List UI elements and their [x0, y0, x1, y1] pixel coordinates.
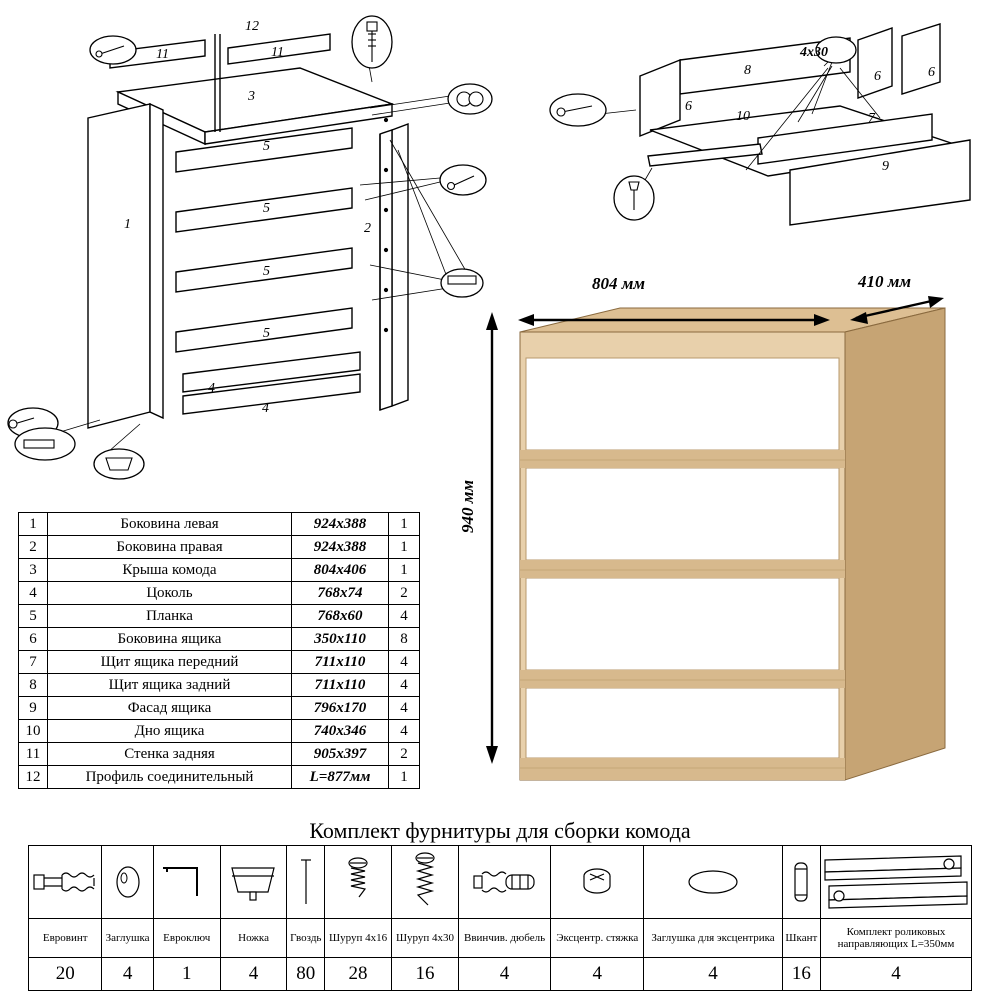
part-dim-cell: 711x110: [292, 674, 389, 697]
svg-text:2: 2: [364, 221, 371, 236]
part-name-cell: Боковина ящика: [48, 628, 292, 651]
screw-4x16-icon: [325, 846, 392, 919]
part-num-cell: 12: [19, 766, 48, 789]
screw-in-dowel-icon: [458, 846, 550, 919]
table-row: [19, 513, 420, 536]
hardware-count: 4: [458, 958, 550, 991]
svg-text:11: 11: [271, 45, 284, 60]
svg-text:4: 4: [208, 381, 215, 396]
hardware-table: [28, 845, 972, 991]
hardware-count: 4: [220, 958, 287, 991]
hardware-count: 28: [325, 958, 392, 991]
svg-text:4x30: 4x30: [800, 45, 828, 60]
hardware-count: 16: [392, 958, 459, 991]
part-dim-cell: 905x397: [292, 743, 389, 766]
svg-text:1: 1: [124, 217, 131, 232]
svg-text:5: 5: [263, 139, 270, 154]
hardware-label: Шуруп 4х16: [325, 919, 392, 958]
hardware-count: 20: [29, 958, 102, 991]
hardware-label: Комплект роликовых направляющих L=350мм: [821, 919, 972, 958]
part-dim-cell: 924x388: [292, 513, 389, 536]
svg-text:6: 6: [928, 65, 935, 80]
svg-text:12: 12: [245, 19, 259, 34]
hardware-count: 1: [153, 958, 220, 991]
euro-key-icon: [153, 846, 220, 919]
svg-text:6: 6: [685, 99, 692, 114]
part-qty-cell: 4: [389, 674, 420, 697]
table-row: [19, 766, 420, 789]
table-row: [19, 582, 420, 605]
part-qty-cell: 1: [389, 513, 420, 536]
svg-text:8: 8: [744, 63, 751, 78]
part-qty-cell: 1: [389, 559, 420, 582]
roller-slides-icon: [821, 846, 972, 919]
part-dim-cell: 768x74: [292, 582, 389, 605]
depth-dimension-label: 410 мм: [858, 272, 912, 291]
part-name-cell: Боковина правая: [48, 536, 292, 559]
svg-text:5: 5: [263, 201, 270, 216]
part-qty-cell: 2: [389, 582, 420, 605]
part-num-cell: 1: [19, 513, 48, 536]
part-dim-cell: 711x110: [292, 651, 389, 674]
part-dim-cell: 740x346: [292, 720, 389, 743]
hardware-label: Евровинт: [29, 919, 102, 958]
nail-icon: [287, 846, 325, 919]
svg-text:5: 5: [263, 326, 270, 341]
part-num-cell: 10: [19, 720, 48, 743]
part-dim-cell: L=877мм: [292, 766, 389, 789]
product-render: [458, 272, 990, 810]
height-dimension-label: 940 мм: [458, 480, 477, 534]
hardware-count: 4: [102, 958, 153, 991]
svg-text:4: 4: [262, 401, 269, 416]
hardware-count: 4: [821, 958, 972, 991]
part-qty-cell: 4: [389, 605, 420, 628]
part-num-cell: 2: [19, 536, 48, 559]
part-name-cell: Щит ящика передний: [48, 651, 292, 674]
part-qty-cell: 8: [389, 628, 420, 651]
part-dim-cell: 804x406: [292, 559, 389, 582]
hardware-count: 16: [782, 958, 820, 991]
part-num-cell: 4: [19, 582, 48, 605]
hardware-label: Евроключ: [153, 919, 220, 958]
parts-table: [18, 512, 420, 789]
table-row: [19, 697, 420, 720]
part-name-cell: Боковина левая: [48, 513, 292, 536]
part-name-cell: Крыша комода: [48, 559, 292, 582]
hardware-section-title: Комплект фурнитуры для сборки комода: [309, 818, 691, 843]
part-name-cell: Фасад ящика: [48, 697, 292, 720]
width-dimension-label: 804 мм: [592, 274, 646, 293]
part-name-cell: Планка: [48, 605, 292, 628]
exploded-drawer-diagram: [540, 10, 1000, 230]
part-qty-cell: 4: [389, 720, 420, 743]
hardware-label: Гвоздь: [287, 919, 325, 958]
hardware-label: Ножка: [220, 919, 287, 958]
part-num-cell: 6: [19, 628, 48, 651]
part-num-cell: 7: [19, 651, 48, 674]
hardware-label: Шуруп 4х30: [392, 919, 459, 958]
part-dim-cell: 796x170: [292, 697, 389, 720]
part-name-cell: Профиль соединительный: [48, 766, 292, 789]
cap-icon: [102, 846, 153, 919]
part-num-cell: 5: [19, 605, 48, 628]
exploded-cabinet-diagram: [0, 0, 530, 500]
part-name-cell: Щит ящика задний: [48, 674, 292, 697]
table-row: [19, 559, 420, 582]
part-name-cell: Стенка задняя: [48, 743, 292, 766]
part-qty-cell: 1: [389, 766, 420, 789]
table-row: [19, 651, 420, 674]
hardware-label: Шкант: [782, 919, 820, 958]
part-dim-cell: 350x110: [292, 628, 389, 651]
svg-text:7: 7: [868, 111, 875, 126]
hardware-count: 4: [644, 958, 782, 991]
hardware-label: Заглушка для эксцентрика: [644, 919, 782, 958]
cam-cap-icon: [644, 846, 782, 919]
screw-4x30-icon: [392, 846, 459, 919]
svg-text:9: 9: [882, 159, 889, 174]
svg-text:10: 10: [736, 109, 750, 124]
hardware-count: 4: [551, 958, 644, 991]
svg-text:11: 11: [156, 47, 169, 62]
cam-lock-icon: [551, 846, 644, 919]
part-num-cell: 9: [19, 697, 48, 720]
part-name-cell: Дно ящика: [48, 720, 292, 743]
part-qty-cell: 4: [389, 651, 420, 674]
table-row: [19, 605, 420, 628]
hardware-label: Заглушка: [102, 919, 153, 958]
part-num-cell: 3: [19, 559, 48, 582]
part-num-cell: 8: [19, 674, 48, 697]
part-qty-cell: 2: [389, 743, 420, 766]
dowel-icon: [782, 846, 820, 919]
part-qty-cell: 4: [389, 697, 420, 720]
foot-icon: [220, 846, 287, 919]
hardware-label: Эксцентр. стяжка: [551, 919, 644, 958]
part-num-cell: 11: [19, 743, 48, 766]
part-name-cell: Цоколь: [48, 582, 292, 605]
svg-text:3: 3: [248, 89, 255, 104]
hardware-count: 80: [287, 958, 325, 991]
table-row: [19, 536, 420, 559]
hardware-label: Ввинчив. дюбель: [458, 919, 550, 958]
part-dim-cell: 924x388: [292, 536, 389, 559]
part-dim-cell: 768x60: [292, 605, 389, 628]
part-qty-cell: 1: [389, 536, 420, 559]
table-row: [19, 628, 420, 651]
svg-text:5: 5: [263, 264, 270, 279]
svg-text:6: 6: [874, 69, 881, 84]
table-row: [19, 720, 420, 743]
euro-screw-icon: [29, 846, 102, 919]
table-row: [19, 674, 420, 697]
table-row: [19, 743, 420, 766]
